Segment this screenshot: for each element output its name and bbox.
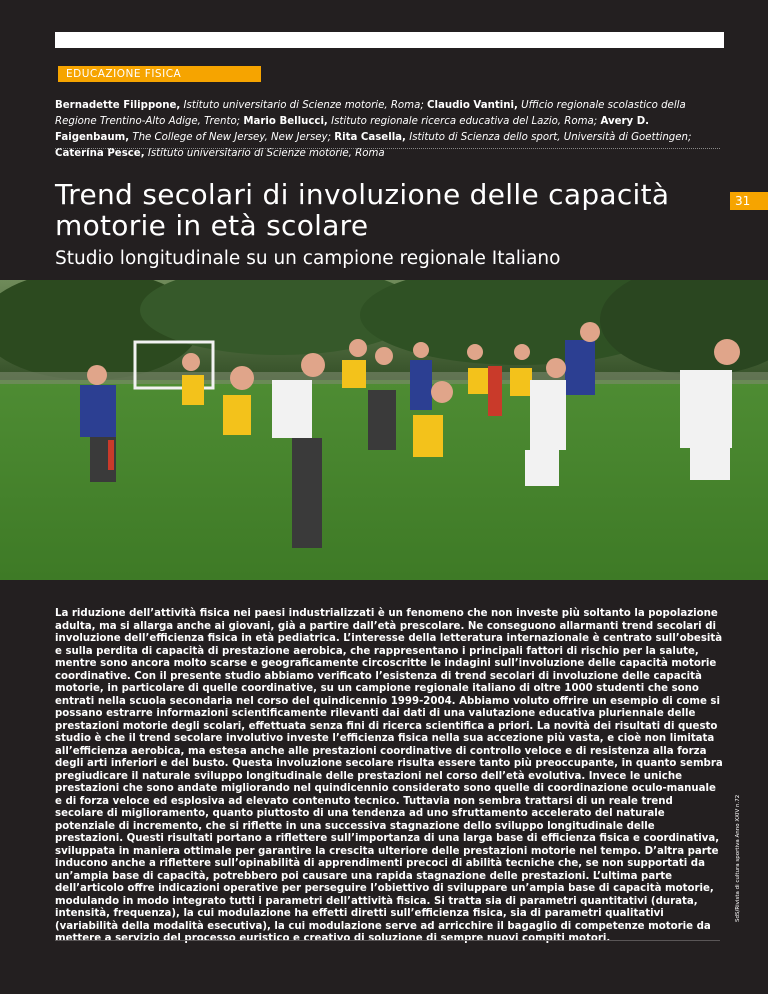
bottom-rule	[55, 940, 720, 941]
author-name: Bernadette Filippone,	[55, 100, 181, 111]
author-affiliation: Istituto universitario di Scienze motorie, Roma	[147, 148, 385, 159]
author-list	[55, 98, 720, 162]
author-name: Rita Casella,	[334, 132, 406, 143]
photo-illustration	[0, 280, 768, 580]
section-tag: EDUCAZIONE FISICA	[58, 66, 261, 82]
article-subtitle: Studio longitudinale su un campione regionale Italiano	[55, 248, 561, 270]
abstract-text: La riduzione dell’attività fisica nei paesi industrializzati è un fenomeno che non investe più soltanto la popolazione adulta, ma si allarga anche ai giovani, già a partire dall’età prescolare. Ne conseguono allarmanti trend secolari di involuzione dell’efficienza fisica in età pediatrica. L’interesse della letteratura internazionale è centrato sull’obesità e sulla perdita di capacità di prestazione aerobica, che rappresentano i principali fattori di rischio per la salute, mentre sono ancora molto scarse e geograficamente circoscritte le indagini sull’involuzione delle capacità motorie coordinative. Con il presente studio abbiamo verificato l’esistenza di trend secolari di involuzione delle capacità motorie, in particolare di quelle coordinative, su un campione regionale italiano di oltre 1000 studenti che sono entrati nella scuola secondaria nel corso del quindicennio 1999-2004. Abbiamo voluto offrire un esempio di come si possano estrarre informazioni scientificamente rilevanti dai dati di una valutazione educativa pluriennale delle prestazioni motorie degli scolari, effettuata senza fini di ricerca scientifica a priori. La novità dei risultati di questo studio è che il trend secolare involutivo investe l’efficienza fisica nella sua accezione più vasta, e cioè non limitata all’efficienza aerobica, ma estesa anche alle prestazioni coordinative di controllo veloce e di resistenza alla forza degli arti inferiori e del busto. Questa involuzione secolare risulta essere tanto più preoccupante, in quanto sembra pregiudicare il naturale sviluppo longitudinale delle prestazioni nel corso dell’età evolutiva. Invece le uniche prestazioni che sono andate migliorando nel quindicennio considerato sono quelle di coordinazione oculo-manuale e di forza veloce ed esplosiva ad elevato contenuto tecnico. Tuttavia non sembra trattarsi di un reale trend secolare di miglioramento, quanto piuttosto di una tendenza ad uno sfruttamento accelerato del naturale potenziale di incremento, che si riflette in una successiva stagnazione dello sviluppo longitudinale delle prestazioni. Questi risultati portano a riflettere sull’importanza di una larga base di efficienza fisica e coordinativa, sviluppata in maniera ottimale per garantire la crescita ulteriore delle prestazioni motorie nel tempo. D’altra parte inducono anche a riflettere sull’opinabilità di apprendimenti precoci di abilità tecniche che, se non supportati da un’ampia base di capacità, potrebbero poi causare una rapida stagnazione delle prestazioni. L’ultima parte dell’articolo offre indicazioni operative per perseguire l’obiettivo di sviluppare un’ampia base di capacità motorie, modulando in modo integrato tutti i parametri dell’attività fisica. Si tratta sia di parametri quantitativi (durata, intensità, frequenza), la cui modulazione ha effetti diretti sull’efficienza fisica, sia di parametri qualitativi (variabilità della modalità esecutiva), la cui modulazione serve ad arricchire il bagaglio di competenze motorie da mettere a servizio del processo euristico e creativo di soluzione di sempre nuovi compiti motori.	[55, 608, 723, 945]
journal-vertical-note: SdS/Rivista di cultura sportiva Anno XXIV n.72	[735, 794, 741, 922]
page-number: 31	[730, 192, 768, 210]
author-name: Avery D. Faigenbaum,	[55, 116, 650, 143]
author-affiliation: The College of New Jersey, New Jersey;	[132, 132, 331, 143]
article-title: Trend secolari di involuzione delle capacità motorie in età scolare	[55, 177, 670, 242]
author-affiliation: Istituto di Scienza dello sport, Università di Goettingen;	[409, 132, 692, 143]
top-bar	[55, 32, 724, 48]
author-name: Claudio Vantini,	[427, 100, 518, 111]
author-affiliation: Ufficio regionale scolastico della Regione Trentino-Alto Adige, Trento;	[55, 100, 686, 127]
dotted-divider	[55, 148, 720, 149]
children-sport-photo	[0, 280, 768, 580]
author-name: Mario Bellucci,	[243, 116, 328, 127]
author-name: Caterina Pesce,	[55, 148, 145, 159]
author-affiliation: Istituto universitario di Scienze motorie, Roma;	[183, 100, 424, 111]
author-affiliation: Istituto regionale ricerca educativa del Lazio, Roma;	[331, 116, 598, 127]
